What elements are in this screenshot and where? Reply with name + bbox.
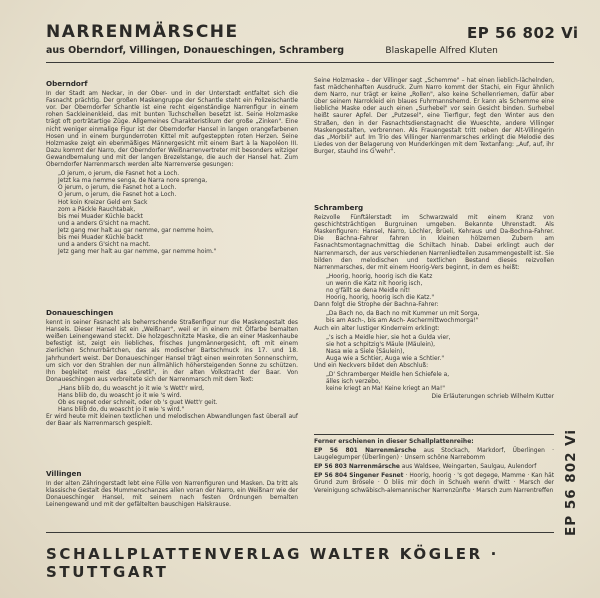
section-paragraph: Auch ein alter lustiger Kinderreim erklingt: <box>314 325 440 332</box>
related-record-number: EP 56 801 <box>314 448 358 455</box>
section-paragraph: Reizvolle Fünftälerstadt im Schwarzwald mit einem Kranz von geschichtsträchtigen Burgruinen umgeben. Bekannte Uhrenstadt. Als Maskenfiguren: Hansel, Narro, Löchler, Brüeli, Kehraus und Da-Bochna-Fahrer. Die Bachna-Fahrer fahren in kleinen hölzernen Zubern am Fasnachtsmontagnachmittag die Schiltach hinab. Dabei erklingt auch der Narrenmarsch, der aus verschiedenen Narrenliedteilen zusammengestellt ist. Sie bilden den melodischen und textlichen Bestand dieses reizvollen Narrenmarsches, der mit einem Hoorig-Vers beginnt, in dem es heißt: <box>314 215 554 271</box>
album-subtitle <box>46 45 498 56</box>
section-heading: Donaueschingen <box>46 308 114 317</box>
section-paragraph: In der alten Zähringerstadt lebt eine Fülle von Narrenfiguren und Masken. Da tritt als klassische Gestalt des Mummenschanzes allen voran der Narro, ein Weißnarr wie der Donaueschinger Hansel, mit seinem nach festen Ordnungen bemalten Leinengewand und mit der gefältelten bauschigen Halskrause. <box>46 481 298 509</box>
song-verse: „Hoorig, hoorig, hoorig isch die Katz un wenn die Katz nit hoorig isch, no g'fällt se dena Meidle nit! Hoorig, hoorig, hoorig isch die Katz." <box>326 273 435 302</box>
song-verse: „D' Schramberger Meidle hen Schiefele a, älles isch verzebo, keine kriegt an Ma! Keine kriegt an Ma!" <box>326 372 450 393</box>
related-record-item <box>314 473 554 494</box>
related-record-item <box>314 464 554 471</box>
subtitle-places: aus Oberndorf, Villingen, Donaueschingen, Schramberg <box>46 45 345 56</box>
section-paragraph: Er wird heute mit kleinen textlichen und melodischen Abwandlungen fast überall auf der Baar als Narrenmarsch gespielt. <box>46 414 298 428</box>
band-name: Blaskapelle Alfred Kluten <box>385 46 498 56</box>
side-catalog-number: EP 56 802 Vi <box>563 428 579 536</box>
related-record-title: Narrenmärsche <box>348 464 400 471</box>
section-schramberg <box>314 204 554 403</box>
related-record-number: EP 56 803 <box>314 464 347 471</box>
section-paragraph: Dann folgt die Strophe der Bachna-Fahrer: <box>314 302 439 309</box>
footer-divider <box>46 532 554 533</box>
section-heading: Villingen <box>46 469 82 478</box>
header-divider <box>46 62 554 63</box>
section-related-records <box>314 438 554 497</box>
section-paragraph: Und ein Neckvers bildet den Abschluß: <box>314 362 429 369</box>
section-paragraph: In der Stadt am Neckar, in der Ober- und in der Unterstadt entfaltet sich die Fasnacht prächtig. Der großen Maskengruppe der Schantle steht ein Polizeischantle vor. Der Oberndorfer Schantle ist eine recht eigenständige Narrenfigur in einem rohen Sackleinenkleid, das mit bunten Tuchschellen besetzt ist. Seine Holzmaske trägt oft porträtartige Züge. Allgemeines Charakteristikum der große „Zinken". Eine nicht weniger einmalige Figur ist der Oberndorfer Hansel in langen orangefarbenen Hosen und in einem burgunderroten Kittel mit aufgesteppten roten Herzen. Seine Holzmaske zeigt ein ebenmäßiges Männergesicht mit einem Bart à la Napoléon III. Dazu kommt der Narro, der Oberndorfer Weißnarrenvertreter mit besonders witziger Gewandbemalung und mit der langen Brezelstange, die auch der Hansel hat. Zum Oberndorfer Narrenmarsch werden alte Narrenverse gesungen: <box>46 91 298 169</box>
related-record-title: Narrenmärsche <box>365 448 417 455</box>
ferner-divider <box>314 434 554 435</box>
section-oberndorf <box>46 80 298 256</box>
section-paragraph: Seine Holzmaske – der Villinger sagt „Schemme" – hat einen lieblich-lächelnden, fast mädchenhaften Ausdruck. Zum Narro kommt der Stachi, ein Figur ähnlich dem Narro, nur trägt er keine „Rollen", also keine Schellenriemen, dafür aber über seinem Narrokleid ein blaues Fuhrmannshemd. Er kann als Schemme eine liebliche Maske oder auch einen „Surhebel" vor sein Gesicht binden. Surhebel heißt saurer Apfel. Der „Putzesel", eine Tierfigur, fegt den Winter aus den Straßen, den in der Fasnachtsdienstagnacht die Wueschte, andere Villinger Maskengestalten, verbrennen. Als Frauengestalt tritt neben der Alt-Villingerin das „Morbili" auf. Im Trio des Villinger Narrenmarsches erklingt die Melodie des Liedes von der Belagerung von Munderkingen mit dem Textanfang: „Auf, auf, ihr Burger, stauhd ins G'wehr". <box>314 78 554 155</box>
section-heading: Schramberg <box>314 203 364 212</box>
related-record-text: aus Stockach, Markdorf, Überlingen · Laugelegumper (Überlingen) · Unsern schöne Narrebomm <box>314 448 555 462</box>
song-verse: „'s isch a Meidle hier, sie hot a Gulda vier, sie hot a schpitzig's Mäule (Mäulein), Nasa wie a Siele (Säulein), Auga wie a Schtier, Auga wie a Schtier." <box>326 334 451 362</box>
section-donaueschingen <box>46 309 298 431</box>
catalog-number: EP 56 802 Vi <box>467 24 579 42</box>
section-paragraph: kennt in seiner Fasnacht als beherrschende Straßenfigur nur die Maskengestalt des Hansels. Dieser Hansel ist ein „Weißnarr", weil er in einem mit Ölfarbe bemalten weißen Leinengewand steckt. Die holzgeschnitzte Maske, die an einer Maskenhaube befestigt ist, zeigt ein liebliches, frisches Jungmännergesicht, oft mit einem zierlichen Schnurrbärtchen, das als modischer Bartschmuck ins 17. und 18. Jahrhundert weist. Der Donaueschinger Hansel trägt einen weinroten Sonnenschirm, um sich vor den Strahlen der nun allmählich höhersteigenden Sonne zu schützen. Ihn begleitet meist das „Gretli", in der alten Volkstracht der Baar. Von Donaueschingen aus verbreitete sich der Narrenmarsch mit dem Text: <box>46 320 298 383</box>
related-records-heading: Ferner erschienen in dieser Schallplattenreihe: <box>314 438 474 445</box>
song-verse: „Da Bach no, da Bach no mit Kummer un mit Sorga, bis am Asch-, bis am Asch- Aschermittwochmorga!" <box>326 311 480 325</box>
related-record-title: Singener Fesnet <box>349 473 404 480</box>
related-record-number: EP 56 804 <box>314 473 348 480</box>
publisher-name: SCHALLPLATTENVERLAG WALTER KÖGLER · STUTTGART <box>46 545 499 581</box>
related-record-item <box>314 448 554 462</box>
song-verse: „O jerum, o jerum, die Fasnet hot a Loch. Jetzt ka ma nemme senga, de Narra nore sprenga, O jerum, o jerum, die Fasnet hot a Loch. O jerum, o jerum, die Fasnet hot a Loch. Hot koin Kreizer Geld em Sack zom a Päckle Rauchtabak, bis mei Muader Küchle backt und a anders G'sicht na macht. Jetz gang mer halt au gar nemme, gar nemme hoim, bis mei Muader Küchle backt und a anders G'sicht na macht. Jetz gang mer halt au gar nemme, gar nemme hoim." <box>58 171 217 256</box>
section-heading: Oberndorf <box>46 79 88 88</box>
song-verse: „Hans bliib do, du woascht jo it wie 's Wett'r wird, Hans bliib do, du woascht jo it wie 's wird. Ob es regnet oder schneit, oder ob 's guet Wett'r geit. Hans bliib do, du woascht jo it wie 's wird." <box>58 385 218 414</box>
album-title: NARRENMÄRSCHE <box>46 22 239 42</box>
villingen-continued <box>314 78 554 158</box>
related-record-text: aus Waldsee, Weingarten, Saulgau, Aulendorf <box>401 464 537 471</box>
section-villingen <box>46 470 298 511</box>
author-signature: Die Erläuterungen schrieb Wilhelm Kutter <box>431 394 554 401</box>
related-record-text: · Hoorig, hoorig · 's got degege, Mamme · Kan hät Grund zum Brösele · O bliis mir doch in Schueh wenn d'witt · Marsch der Vereinigung schwäbisch-alemannischer Narrenzünfte · Marsch zum Narrentreffen <box>314 473 555 494</box>
